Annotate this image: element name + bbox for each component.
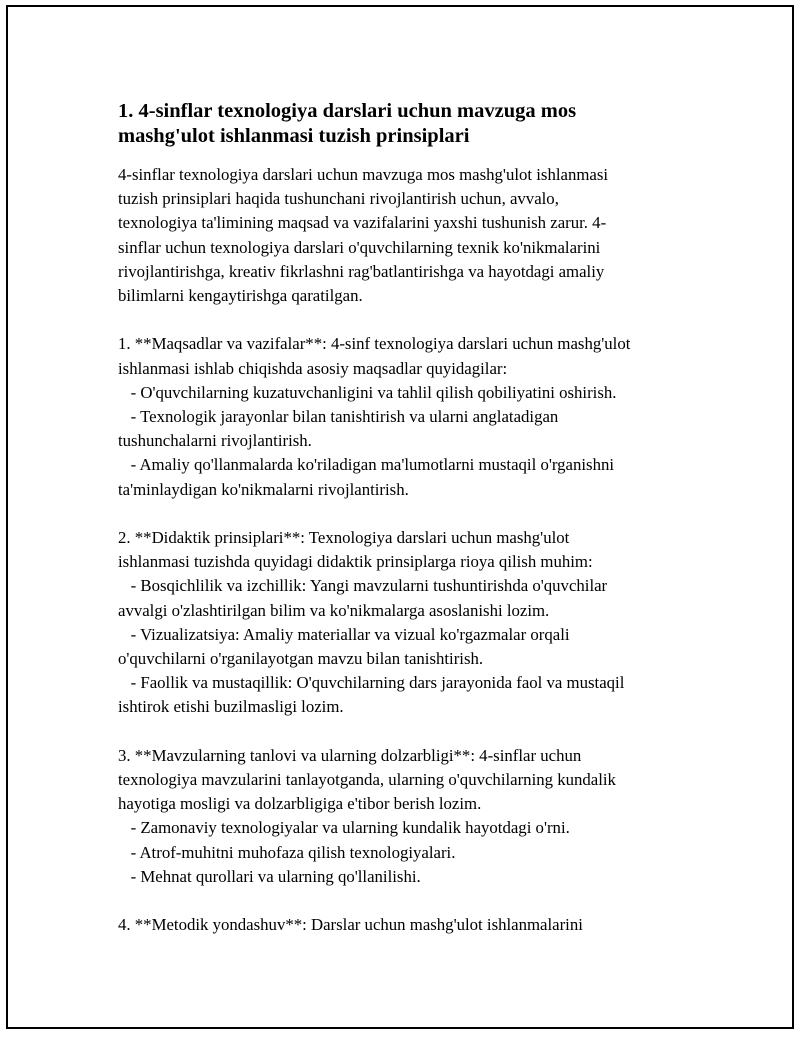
text-line: - Mehnat qurollari va ularning qo'llanilishi.	[118, 866, 421, 886]
text-line: 4-sinflar texnologiya darslari uchun mavzuga mos mashg'ulot ishlanmasi	[118, 165, 609, 184]
document-content	[118, 99, 698, 937]
text-line: - Faollik va mustaqillik: O'quvchilarning dars jarayonida faol va mustaqil	[118, 673, 625, 693]
text-line: ishlanmasi ishlab chiqishda asosiy maqsadlar quyidagilar:	[118, 358, 508, 378]
text-line: tuzish prinsiplari haqida tushunchani rivojlantirish uchun, avvalo,	[118, 189, 559, 209]
goals-paragraph	[118, 332, 698, 501]
topics-paragraph	[118, 744, 698, 889]
method-paragraph	[118, 913, 698, 937]
paragraph-gap	[118, 308, 698, 332]
text-line: 3. **Mavzularning tanlovi va ularning dolzarbligi**: 4-sinflar uchun	[118, 745, 582, 765]
didactic-paragraph	[118, 526, 698, 720]
text-line: sinflar uchun texnologiya darslari o'quvchilarning texnik ko'nikmalarini	[118, 237, 601, 257]
text-line: - Vizualizatsiya: Amaliy materiallar va vizual ko'rgazmalar orqali	[118, 624, 570, 644]
text-line: 1. **Maqsadlar va vazifalar**: 4-sinf texnologiya darslari uchun mashg'ulot	[118, 334, 631, 354]
text-line: bilimlarni kengaytirishga qaratilgan.	[118, 286, 363, 306]
text-line: - O'quvchilarning kuzatuvchanligini va tahlil qilish qobiliyatini oshirish.	[118, 382, 617, 402]
text-line: ta'minlaydigan ko'nikmalarni rivojlantirish.	[118, 479, 409, 499]
text-line: - Texnologik jarayonlar bilan tanishtirish va ularni anglatadigan	[118, 407, 559, 427]
text-line: texnologiya ta'limining maqsad va vazifalarini yaxshi tushunish zarur. 4-	[118, 213, 607, 233]
text-line: avvalgi o'zlashtirilgan bilim va ko'nikmalarga asoslanishi lozim.	[118, 600, 550, 620]
text-line: rivojlantirishga, kreativ fikrlashni rag'batlantirishga va hayotdagi amaliy	[118, 261, 605, 281]
document-page	[6, 5, 794, 1029]
text-line: hayotiga mosligi va dolzarbligiga e'tibor berish lozim.	[118, 794, 482, 814]
text-line: texnologiya mavzularini tanlayotganda, ularning o'quvchilarning kundalik	[118, 770, 616, 790]
paragraph-gap	[118, 502, 698, 526]
paragraph-gap	[118, 720, 698, 744]
title-line: 1. 4-sinflar texnologiya darslari uchun mavzuga mos	[118, 100, 577, 122]
text-line: - Bosqichlilik va izchillik: Yangi mavzularni tushuntirishda o'quvchilar	[118, 576, 608, 596]
text-line: - Atrof-muhitni muhofaza qilish texnologiyalari.	[118, 842, 456, 862]
paragraph-gap	[118, 889, 698, 913]
text-line: ishlanmasi tuzishda quyidagi didaktik prinsiplarga rioya qilish muhim:	[118, 552, 593, 572]
text-line: - Amaliy qo'llanmalarda ko'riladigan ma'lumotlarni mustaqil o'rganishni	[118, 455, 615, 475]
text-line: 4. **Metodik yondashuv**: Darslar uchun mashg'ulot ishlanmalarini	[118, 915, 583, 935]
text-line: 2. **Didaktik prinsiplari**: Texnologiya darslari uchun mashg'ulot	[118, 528, 570, 548]
text-line: - Zamonaviy texnologiyalar va ularning kundalik hayotdagi o'rni.	[118, 818, 570, 838]
text-line: tushunchalarni rivojlantirish.	[118, 431, 312, 451]
intro-paragraph	[118, 163, 698, 308]
section-title	[118, 99, 698, 149]
text-line: ishtirok etishi buzilmasligi lozim.	[118, 697, 344, 717]
text-line: o'quvchilarni o'rganilayotgan mavzu bilan tanishtirish.	[118, 649, 484, 669]
title-line: mashg'ulot ishlanmasi tuzish prinsiplari	[118, 125, 470, 147]
